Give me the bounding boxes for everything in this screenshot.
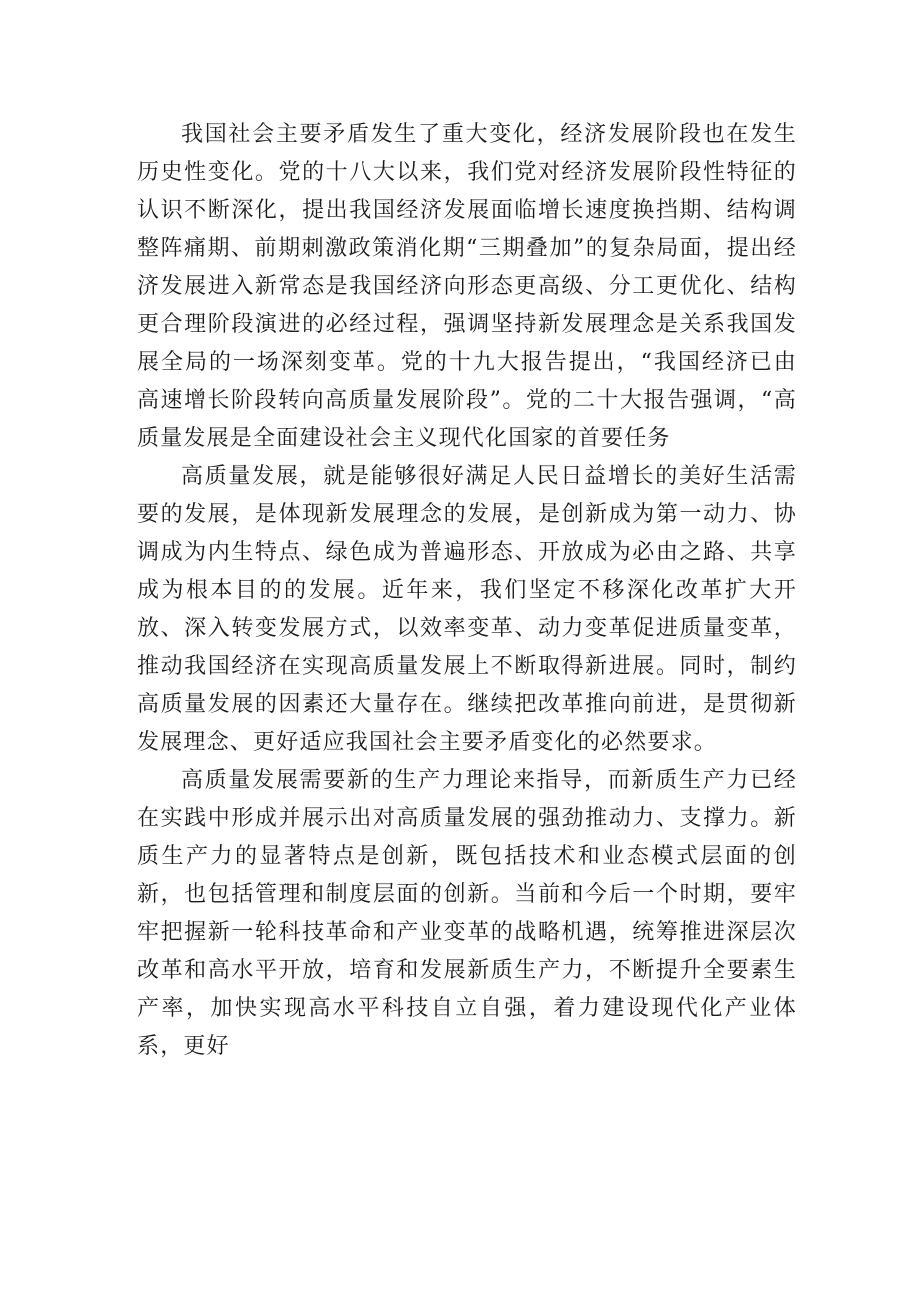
paragraph-3: 高质量发展需要新的生产力理论来指导，而新质生产力已经在实践中形成并展示出对高质量发展的强劲推动力、支撑力。新质生产力的显著特点是创新，既包括技术和业态模式层面的创新，也包括管理和制度层面的创新。当前和今后一个时期，要牢牢把握新一轮科技革命和产业变革的战略机遇，统筹推进深层次改革和高水平开放，培育和发展新质生产力，不断提升全要素生产率，加快实现高水平科技自立自强，着力建设现代化产业体系，更好 — [137, 768, 797, 1059]
document-body — [137, 116, 797, 1066]
paragraph-2: 高质量发展，就是能够很好满足人民日益增长的美好生活需要的发展，是体现新发展理念的发展，是创新成为第一动力、协调成为内生特点、绿色成为普遍形态、开放成为必由之路、共享成为根本目的的发展。近年来，我们坚定不移深化改革扩大开放、深入转变发展方式，以效率变革、动力变革促进质量变革，推动我国经济在实现高质量发展上不断取得新进展。同时，制约高质量发展的因素还大量存在。继续把改革推向前进，是贯彻新发展理念、更好适应我国社会主要矛盾变化的必然要求。 — [137, 464, 797, 755]
paragraph-1: 我国社会主要矛盾发生了重大变化，经济发展阶段也在发生历史性变化。党的十八大以来，我们党对经济发展阶段性特征的认识不断深化，提出我国经济发展面临增长速度换挡期、结构调整阵痛期、前期刺激政策消化期“三期叠加”的复杂局面，提出经济发展进入新常态是我国经济向形态更高级、分工更优化、结构更合理阶段演进的必经过程，强调坚持新发展理念是关系我国发展全局的一场深刻变革。党的十九大报告提出，“我国经济已由高速增长阶段转向高质量发展阶段”。党的二十大报告强调，“高质量发展是全面建设社会主义现代化国家的首要任务 — [137, 122, 797, 451]
